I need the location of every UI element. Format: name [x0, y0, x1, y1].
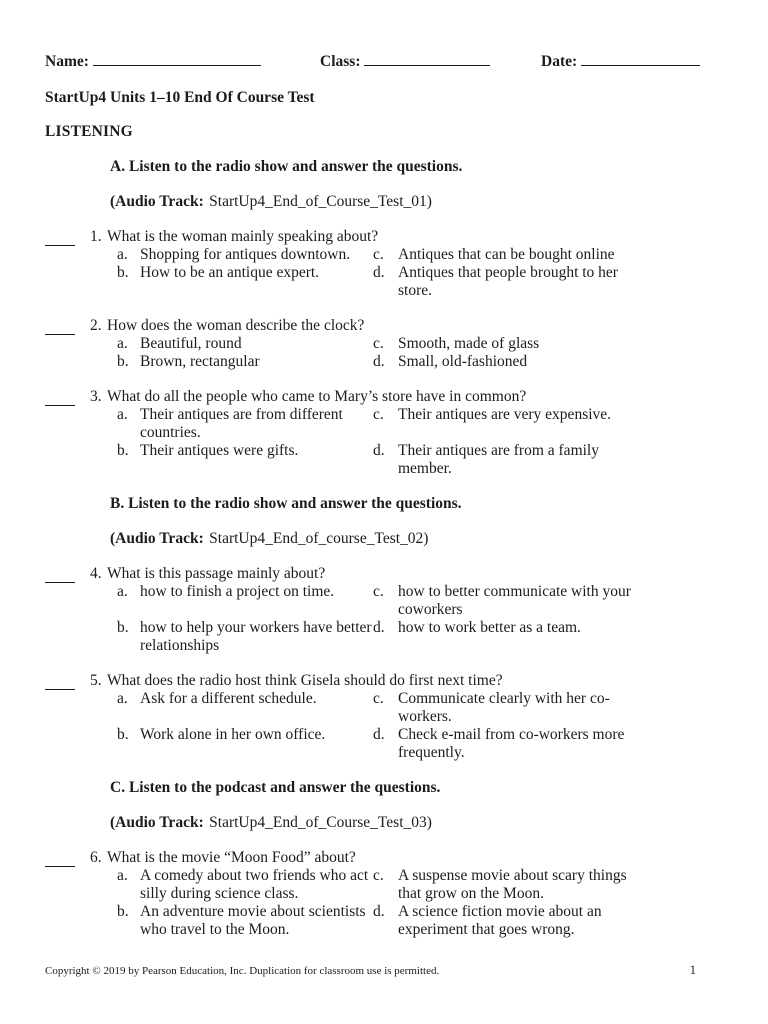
option-c: [373, 690, 638, 726]
option-letter: d.: [373, 353, 385, 370]
option-text: A suspense movie about scary things that grow on the Moon.: [398, 867, 627, 902]
document-title: StartUp4 Units 1–10 End Of Course Test: [45, 89, 315, 106]
option-a: [117, 690, 373, 708]
option-d: [373, 442, 638, 478]
option-letter: a.: [117, 406, 128, 423]
date-blank-line: [581, 52, 700, 66]
options-row: [117, 583, 706, 619]
question-4: [45, 565, 706, 655]
option-text: Communicate clearly with her co-workers.: [398, 690, 610, 725]
answer-blank: [45, 232, 75, 246]
option-text: how to better communicate with your coworkers: [398, 583, 631, 618]
audio-track-name: StartUp4_End_of_course_Test_02): [209, 530, 429, 547]
option-letter: c.: [373, 690, 384, 707]
options-row: [117, 264, 706, 300]
option-text: Shopping for antiques downtown.: [140, 246, 351, 263]
options-grid: [117, 406, 706, 478]
options-grid: [117, 583, 706, 655]
option-letter: c.: [373, 583, 384, 600]
question-line: [45, 388, 706, 406]
option-text: how to finish a project on time.: [140, 583, 335, 600]
option-d: [373, 353, 638, 371]
options-row: [117, 406, 706, 442]
option-letter: d.: [373, 726, 385, 743]
answer-blank: [45, 676, 75, 690]
date-field: [541, 52, 700, 71]
option-text: how to help your workers have better relationships: [140, 619, 372, 654]
option-letter: d.: [373, 264, 385, 281]
question-text: What is this passage mainly about?: [107, 565, 326, 582]
option-text: Work alone in her own office.: [140, 726, 326, 743]
question-number: 5.: [90, 672, 102, 689]
option-letter: c.: [373, 246, 384, 263]
header-fields-row: [45, 52, 706, 70]
option-c: [373, 406, 638, 424]
section-a-audio-line: [110, 193, 706, 211]
answer-blank: [45, 392, 75, 406]
question-6: [45, 849, 706, 939]
option-letter: c.: [373, 335, 384, 352]
question-3: [45, 388, 706, 478]
option-letter: d.: [373, 619, 385, 636]
question-line: [45, 228, 706, 246]
answer-blank: [45, 569, 75, 583]
option-b: [117, 264, 373, 282]
question-number: 2.: [90, 317, 102, 334]
option-letter: c.: [373, 406, 384, 423]
options-grid: [117, 246, 706, 300]
option-letter: b.: [117, 264, 129, 281]
date-label: Date:: [541, 53, 578, 70]
class-label: Class:: [320, 53, 361, 70]
option-c: [373, 867, 638, 903]
question-number: 3.: [90, 388, 102, 405]
option-d: [373, 903, 638, 939]
question-number: 6.: [90, 849, 102, 866]
part-heading: LISTENING: [45, 123, 133, 140]
question-number: 1.: [90, 228, 102, 245]
options-grid: [117, 867, 706, 939]
option-b: [117, 442, 373, 460]
question-line: [45, 672, 706, 690]
section-c-audio-line: [110, 814, 706, 832]
section-b-audio-line: [110, 530, 706, 548]
option-letter: b.: [117, 903, 129, 920]
option-c: [373, 335, 638, 353]
option-text: Their antiques are very expensive.: [398, 406, 612, 423]
option-a: [117, 867, 373, 903]
option-letter: b.: [117, 619, 129, 636]
section-c-heading: C. Listen to the podcast and answer the questions.: [110, 779, 441, 796]
option-d: [373, 726, 638, 762]
audio-track-label: (Audio Track:: [110, 814, 204, 831]
option-letter: a.: [117, 335, 128, 352]
page-footer: [45, 961, 696, 979]
copyright-notice: Copyright © 2019 by Pearson Education, Inc. Duplication for classroom use is permitted.: [45, 965, 440, 977]
options-row: [117, 867, 706, 903]
options-row: [117, 442, 706, 478]
option-a: [117, 335, 373, 353]
audio-track-label: (Audio Track:: [110, 530, 204, 547]
option-d: [373, 619, 638, 637]
audio-track-label: (Audio Track:: [110, 193, 204, 210]
option-letter: c.: [373, 867, 384, 884]
option-letter: d.: [373, 442, 385, 459]
name-field: [45, 52, 261, 71]
options-row: [117, 246, 706, 264]
option-letter: a.: [117, 246, 128, 263]
answer-blank: [45, 321, 75, 335]
class-field: [320, 52, 490, 71]
option-b: [117, 726, 373, 744]
option-letter: d.: [373, 903, 385, 920]
option-text: How to be an antique expert.: [140, 264, 320, 281]
option-text: how to work better as a team.: [398, 619, 581, 636]
question-text: What is the woman mainly speaking about?: [107, 228, 379, 245]
option-text: Their antiques were gifts.: [140, 442, 299, 459]
option-text: Check e-mail from co-workers more frequently.: [398, 726, 625, 761]
question-2: [45, 317, 706, 371]
question-text: What does the radio host think Gisela should do first next time?: [107, 672, 503, 689]
option-letter: a.: [117, 690, 128, 707]
section-b-heading: B. Listen to the radio show and answer the questions.: [110, 495, 462, 512]
question-line: [45, 849, 706, 867]
options-row: [117, 353, 706, 371]
page-number: 1: [689, 963, 696, 977]
option-text: Brown, rectangular: [140, 353, 260, 370]
option-text: Their antiques are from different countries.: [140, 406, 343, 441]
option-text: A comedy about two friends who act silly during science class.: [140, 867, 369, 902]
option-text: Beautiful, round: [140, 335, 242, 352]
option-letter: a.: [117, 583, 128, 600]
name-blank-line: [93, 52, 261, 66]
question-5: [45, 672, 706, 762]
option-c: [373, 583, 638, 619]
options-row: [117, 903, 706, 939]
options-grid: [117, 335, 706, 371]
option-text: Antiques that people brought to her store.: [398, 264, 618, 299]
question-line: [45, 565, 706, 583]
class-blank-line: [364, 52, 490, 66]
question-1: [45, 228, 706, 300]
option-b: [117, 619, 373, 655]
audio-track-name: StartUp4_End_of_Course_Test_03): [209, 814, 432, 831]
option-a: [117, 583, 373, 601]
option-a: [117, 406, 373, 442]
option-text: Ask for a different schedule.: [140, 690, 317, 707]
option-text: Smooth, made of glass: [398, 335, 540, 352]
options-row: [117, 726, 706, 762]
option-letter: a.: [117, 867, 128, 884]
option-text: An adventure movie about scientists who travel to the Moon.: [140, 903, 366, 938]
question-number: 4.: [90, 565, 102, 582]
question-text: How does the woman describe the clock?: [107, 317, 365, 334]
option-b: [117, 353, 373, 371]
option-text: A science fiction movie about an experiment that goes wrong.: [398, 903, 602, 938]
options-row: [117, 690, 706, 726]
option-b: [117, 903, 373, 939]
options-grid: [117, 690, 706, 762]
option-text: Antiques that can be bought online: [398, 246, 615, 263]
section-a-heading: A. Listen to the radio show and answer the questions.: [110, 158, 463, 175]
answer-blank: [45, 853, 75, 867]
option-a: [117, 246, 373, 264]
option-letter: b.: [117, 726, 129, 743]
option-letter: b.: [117, 353, 129, 370]
option-c: [373, 246, 638, 264]
option-d: [373, 264, 638, 300]
audio-track-name: StartUp4_End_of_Course_Test_01): [209, 193, 432, 210]
question-line: [45, 317, 706, 335]
name-label: Name:: [45, 53, 89, 70]
option-text: Their antiques are from a family member.: [398, 442, 599, 477]
question-text: What do all the people who came to Mary’s store have in common?: [107, 388, 527, 405]
option-text: Small, old-fashioned: [398, 353, 528, 370]
option-letter: b.: [117, 442, 129, 459]
options-row: [117, 335, 706, 353]
question-text: What is the movie “Moon Food” about?: [107, 849, 356, 866]
options-row: [117, 619, 706, 655]
